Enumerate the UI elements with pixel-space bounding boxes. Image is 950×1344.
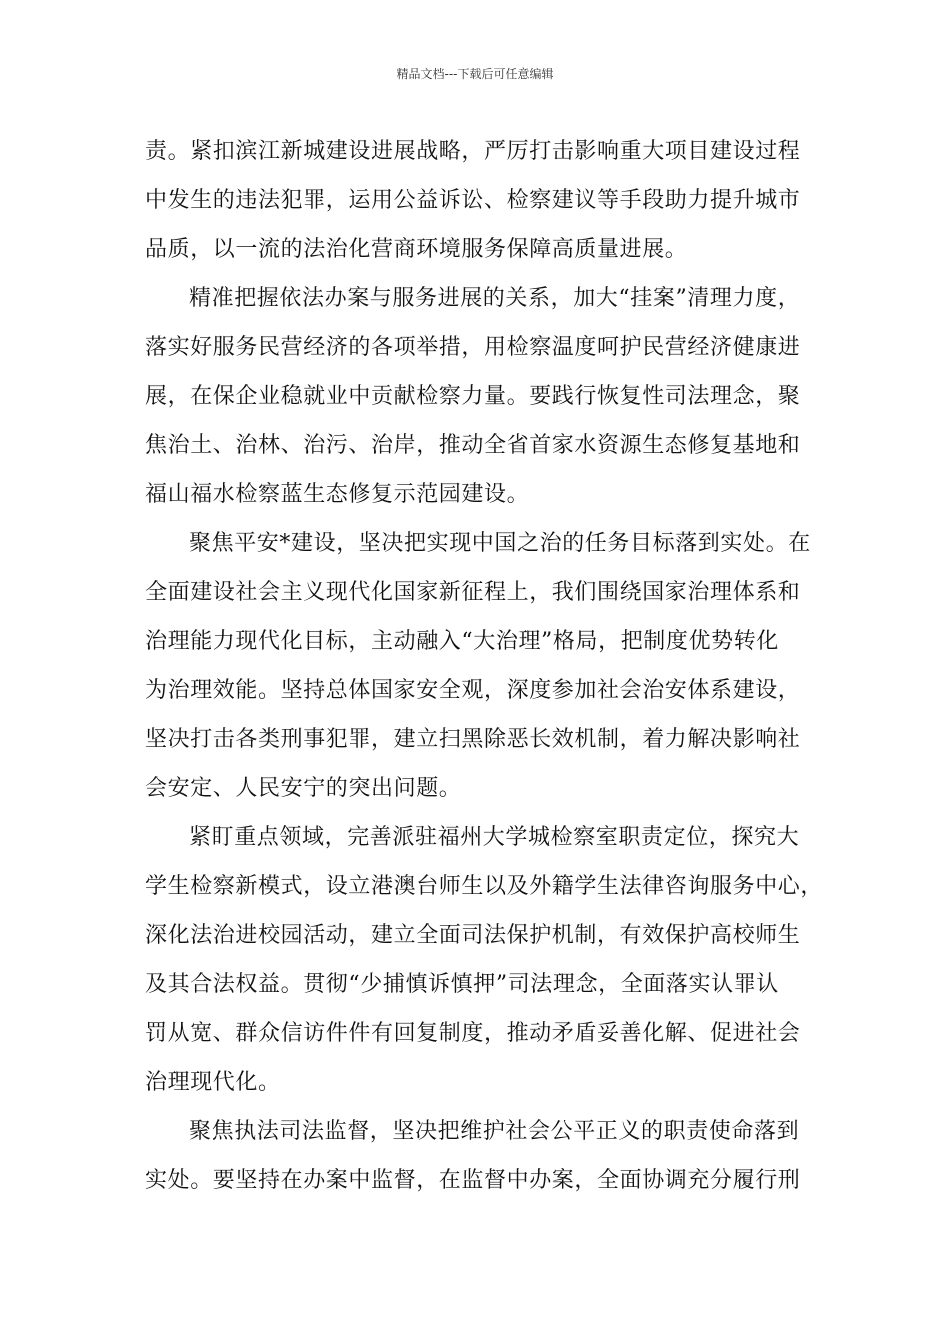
paragraph-first-line: 精准把握依法办案与服务进展的关系，加大“挂案”清理力度， <box>189 286 801 311</box>
text-line: 中发生的违法犯罪，运用公益诉讼、检察建议等手段助力提升城市 <box>145 188 801 213</box>
text-line: 罚从宽、群众信访件件有回复制度，推动矛盾妥善化解、促进社会 <box>145 1021 801 1046</box>
text-line: 福山福水检察蓝生态修复示范园建设。 <box>145 482 530 507</box>
text-line: 深化法治进校园活动，建立全面司法保护机制，有效保护高校师生 <box>145 923 801 948</box>
text-line: 为治理效能。坚持总体国家安全观，深度参加社会治安体系建设， <box>145 678 801 703</box>
page-header: 精品文档---下载后可任意编辑 <box>396 67 554 81</box>
text-line: 会安定、人民安宁的突出问题。 <box>145 776 462 801</box>
text-line: 治理现代化。 <box>145 1070 281 1095</box>
text-line: 焦治土、治林、治污、治岸，推动全省首家水资源生态修复基地和 <box>145 433 801 458</box>
text-line: 实处。要坚持在办案中监督，在监督中办案，全面协调充分履行刑 <box>145 1168 801 1193</box>
text-line: 责。紧扣滨江新城建设进展战略，严厉打击影响重大项目建设过程 <box>145 139 801 164</box>
text-line: 品质，以一流的法治化营商环境服务保障高质量进展。 <box>145 237 688 262</box>
text-line: 全面建设社会主义现代化国家新征程上，我们围绕国家治理体系和 <box>145 580 801 605</box>
text-line: 展，在保企业稳就业中贡献检察力量。要践行恢复性司法理念，聚 <box>145 384 801 409</box>
text-line: 坚决打击各类刑事犯罪，建立扫黑除恶长效机制，着力解决影响社 <box>145 727 801 752</box>
text-line: 及其合法权益。贯彻“少捕慎诉慎押”司法理念，全面落实认罪认 <box>145 972 779 997</box>
paragraph-first-line: 聚焦执法司法监督，坚决把维护社会公平正义的职责使命落到 <box>189 1119 800 1144</box>
document-body <box>145 127 824 1205</box>
paragraph-first-line: 聚焦平安*建设，坚决把实现中国之治的任务目标落到实处。在 <box>189 531 811 556</box>
text-line: 学生检察新模式，设立港澳台师生以及外籍学生法律咨询服务中心， <box>145 874 824 899</box>
text-line: 治理能力现代化目标，主动融入“大治理”格局，把制度优势转化 <box>145 629 779 654</box>
text-line: 落实好服务民营经济的各项举措，用检察温度呵护民营经济健康进 <box>145 335 801 360</box>
paragraph-first-line: 紧盯重点领域，完善派驻福州大学城检察室职责定位，探究大 <box>189 825 800 850</box>
